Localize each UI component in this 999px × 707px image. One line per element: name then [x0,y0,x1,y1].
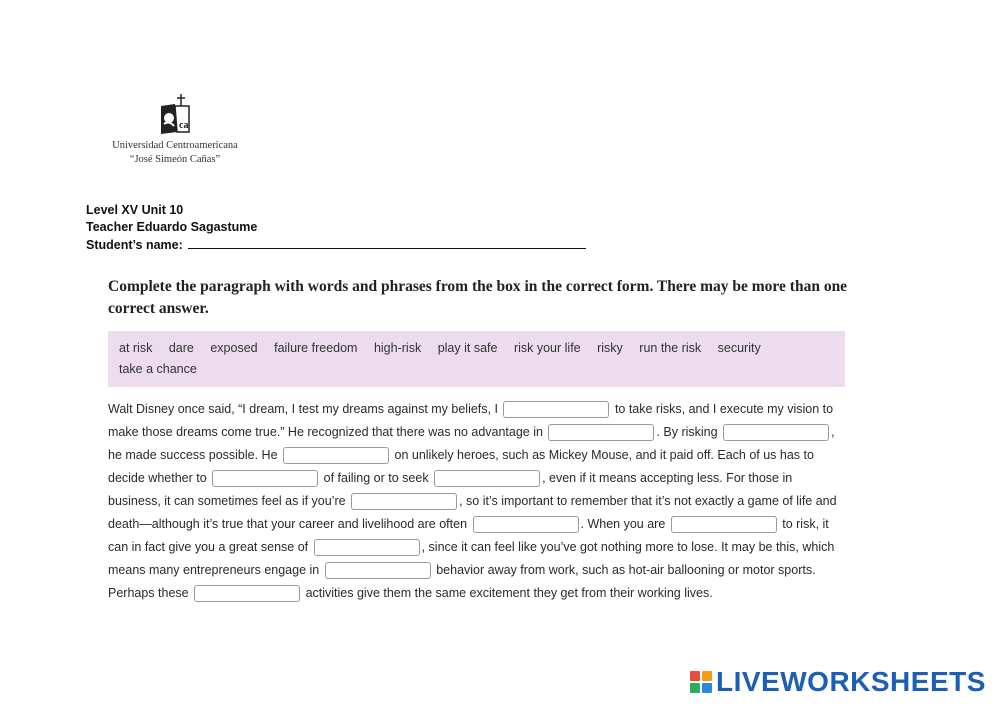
answer-blank-3[interactable] [723,424,829,441]
word-box-item: failure freedom [274,341,358,355]
answer-blank-12[interactable] [194,585,300,602]
word-box-item: play it safe [437,341,498,355]
student-name-row [86,236,586,254]
teacher-text: Teacher Eduardo Sagastume [86,220,258,234]
answer-blank-9[interactable] [671,516,777,533]
paragraph-text: of failing or to seek [323,471,429,485]
word-box-item: dare [168,341,194,355]
answer-blank-5[interactable] [212,470,318,487]
paragraph-text: , even if it means accepting less. For those in business, it can sometimes feel as if you’re [108,471,793,508]
paragraph-text: , he made success possible. He [108,425,835,462]
answer-blank-8[interactable] [473,516,579,533]
uca-emblem-icon [155,92,195,138]
paragraph-text: behavior away from work, such as hot-air ballooning or motor sports. Perhaps these [108,563,816,600]
student-name-line [188,236,586,249]
student-name-label: Student’s name: [86,238,183,252]
university-subtitle: “José Simeón Cañas” [129,154,221,165]
liveworksheets-grid-icon [690,671,712,693]
word-box-item: at risk [119,341,153,355]
worksheet-header [86,202,586,254]
liveworksheets-wordmark: LIVEWORKSHEETS [716,666,986,697]
paragraph-text: . When you are [580,517,666,531]
university-name: Universidad Centroamericana [112,140,238,151]
answer-blank-10[interactable] [314,539,420,556]
paragraph-text: Walt Disney once said, “I dream, I test my dreams against my beliefs, I [108,402,498,416]
word-box-item: high-risk [373,341,422,355]
answer-blank-4[interactable] [283,447,389,464]
word-box-item: security [717,341,761,355]
level-text: Level XV Unit 10 [86,203,184,217]
word-box-item: run the risk [639,341,702,355]
answer-blank-2[interactable] [548,424,654,441]
answer-blank-6[interactable] [434,470,540,487]
liveworksheets-logo [690,665,986,699]
word-box [108,331,845,387]
paragraph-text: . By risking [656,425,718,439]
paragraph-text: on unlikely heroes, such as Mickey Mouse, and it paid off. Each of us has to decide whether to [108,448,814,485]
word-box-item: take a chance [119,362,197,376]
paragraph-text: to take risks, and I execute my vision to make those dreams come true.” He recognized that there was no advantage in [108,402,834,439]
university-logo [100,92,250,166]
paragraph-text: activities give them the same excitement they get from their working lives. [305,586,713,600]
word-box-item: risky [597,341,623,355]
paragraph-text: , since it can feel like you’ve got nothing more to lose. It may be this, which means many entrepreneurs engage in [108,540,835,577]
paragraph-text: , so it’s important to remember that it’s not exactly a game of life and death—although it’s true that your career and livelihood are often [108,494,837,531]
answer-blank-1[interactable] [503,401,609,418]
word-box-item: risk your life [513,341,581,355]
word-box-item: exposed [210,341,258,355]
exercise-paragraph [108,398,848,605]
paragraph-text: to risk, it can in fact give you a great sense of [108,517,829,554]
instructions: Complete the paragraph with words and phrases from the box in the correct form. There may be more than one correct answer. [108,278,848,317]
answer-blank-7[interactable] [351,493,457,510]
svg-text:ca: ca [179,120,189,131]
answer-blank-11[interactable] [325,562,431,579]
